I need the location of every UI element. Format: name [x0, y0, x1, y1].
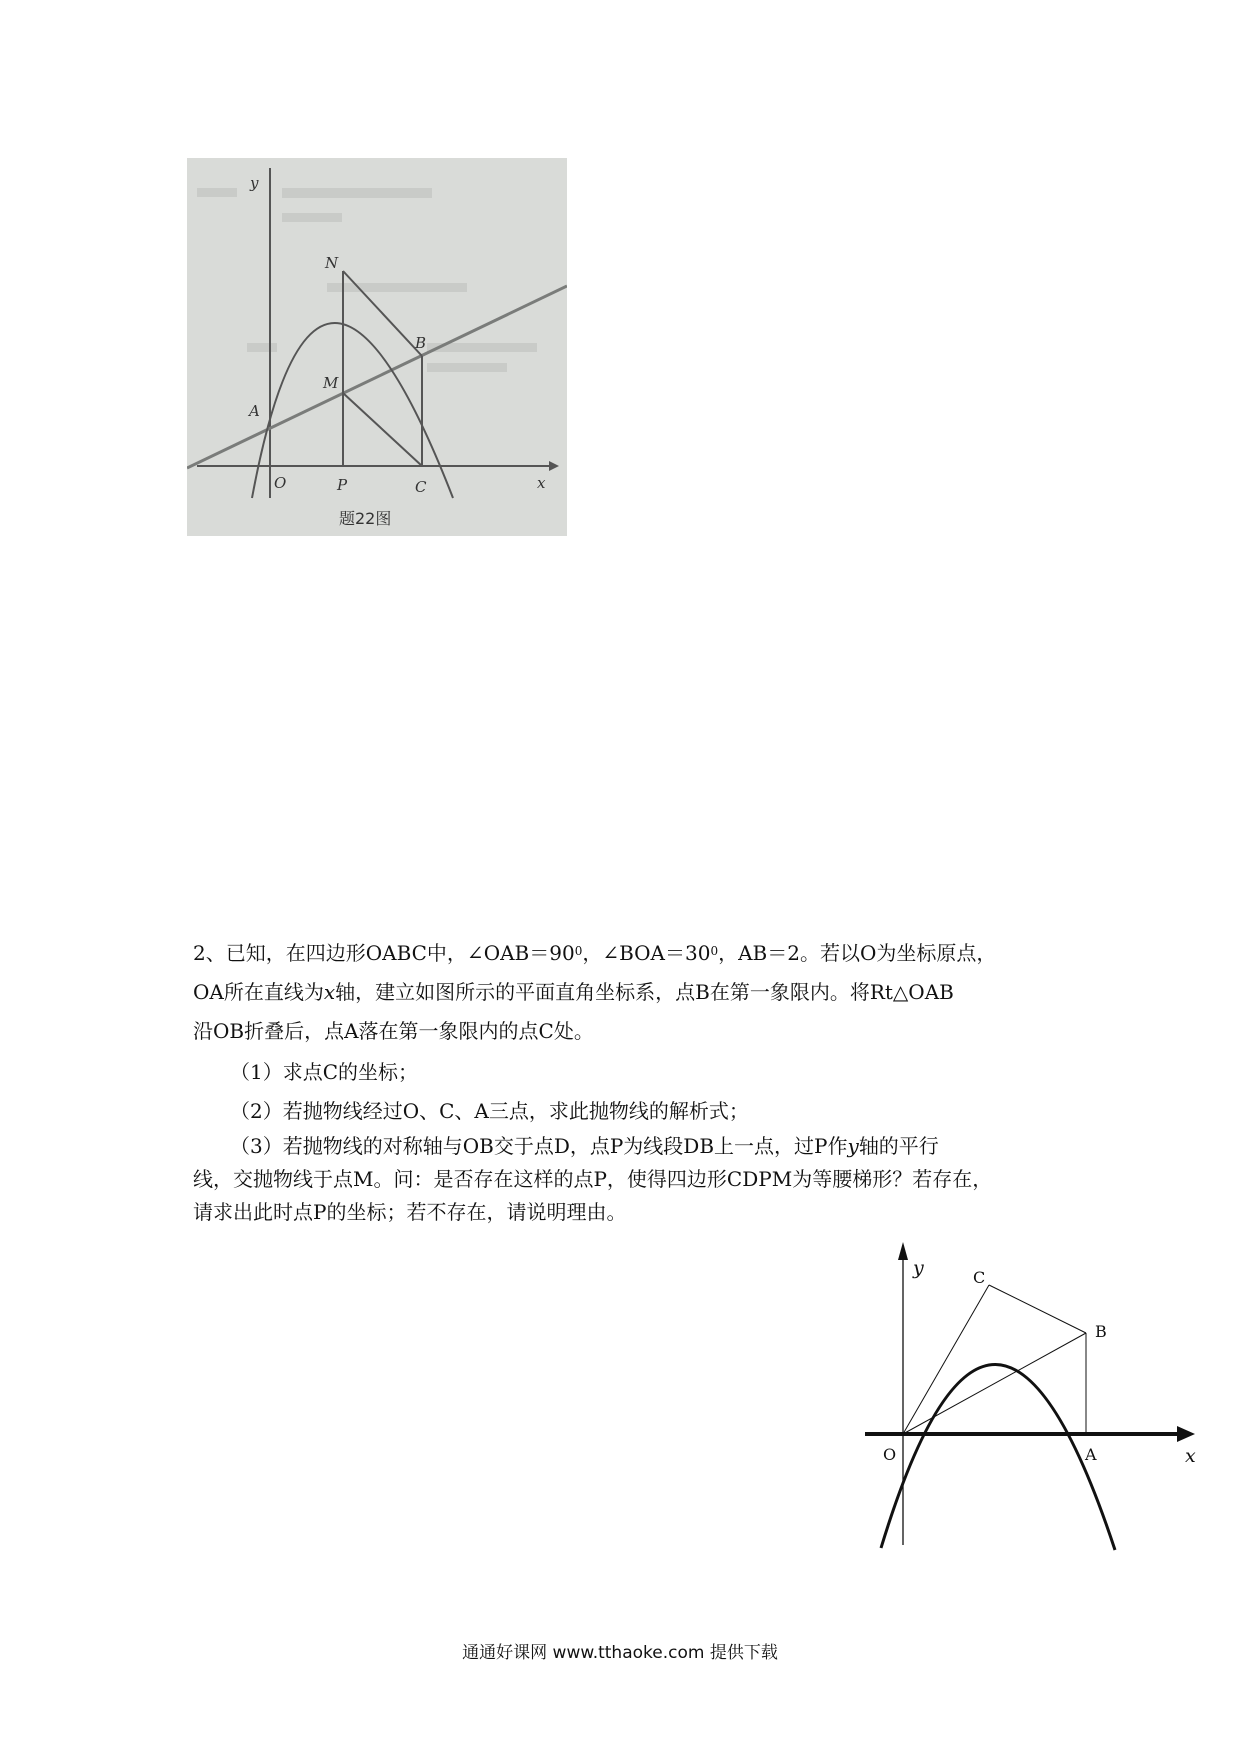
question-3-text-b: 轴的平行 — [858, 1134, 939, 1158]
figure-2-x-arrow — [1177, 1426, 1195, 1442]
degree-mark-2: 0 — [710, 944, 719, 958]
question-3-text-a: （3）若抛物线的对称轴与OB交于点D，点P为线段DB上一点，过P作 — [230, 1134, 848, 1158]
page-footer: 通通好课网 www.tthaoke.com 提供下载 — [462, 1643, 778, 1663]
figure-1-caption: 题22图 — [339, 509, 392, 528]
problem-2-line-3: 沿OB折叠后，点A落在第一象限内的点C处。 — [193, 1019, 594, 1043]
figure-1-label-m: M — [323, 374, 339, 392]
question-3-line-2: 线，交抛物线于点M。问：是否存在这样的点P，使得四边形CDPM为等腰梯形？若存在， — [193, 1167, 993, 1191]
problem-2-text-2a: OA所在直线为 — [193, 980, 324, 1004]
problem-2-text-1c: ，AB＝2。若以O为坐标原点， — [718, 941, 997, 965]
variable-x: x — [323, 980, 336, 1004]
figure-1-label-y: y — [250, 174, 259, 192]
question-3-line-3: 请求出此时点P的坐标；若不存在，请说明理由。 — [193, 1200, 627, 1224]
figure-2-label-o: O — [883, 1445, 897, 1464]
problem-2-line-1 — [193, 940, 996, 966]
question-3-line-1 — [230, 1133, 939, 1159]
question-1: （1）求点C的坐标； — [230, 1060, 419, 1084]
figure-1-x-arrow — [549, 461, 559, 471]
figure-2-label-x: x — [1185, 1445, 1196, 1467]
figure-1-label-p: P — [337, 476, 348, 494]
problem-2-line-2 — [193, 979, 954, 1005]
problem-2-text-2b: 轴，建立如图所示的平面直角坐标系，点B在第一象限内。将Rt△OAB — [335, 980, 954, 1004]
problem-2-text-1b: ，∠BOA＝30 — [582, 941, 711, 965]
problem-1-figure-photo — [187, 158, 567, 536]
figure-1-label-a: A — [249, 402, 260, 420]
problem-2-text-1a: 2、已知，在四边形OABC中，∠OAB＝90 — [193, 941, 575, 965]
figure-1-label-o: O — [274, 474, 287, 492]
figure-1-label-x: x — [537, 474, 546, 492]
figure-2-label-c: C — [973, 1268, 986, 1287]
figure-1-line-ab — [187, 286, 567, 468]
figure-2-y-arrow — [898, 1242, 908, 1260]
figure-2-label-y: y — [913, 1257, 924, 1279]
figure-1-segment-mc — [343, 393, 422, 466]
figure-2-label-a: A — [1085, 1445, 1097, 1464]
variable-y: y — [847, 1134, 859, 1158]
background-text-smudges — [197, 188, 537, 372]
figure-2-label-b: B — [1095, 1322, 1107, 1341]
degree-mark-1: 0 — [574, 944, 583, 958]
figure-2-diagram — [865, 1240, 1210, 1570]
figure-1-diagram — [187, 158, 567, 536]
figure-1-label-n: N — [325, 254, 339, 272]
figure-1-label-b: B — [415, 334, 427, 352]
figure-2-parabola — [881, 1364, 1115, 1550]
question-2: （2）若抛物线经过O、C、A三点，求此抛物线的解析式； — [230, 1099, 749, 1123]
problem-2-figure — [865, 1240, 1210, 1570]
figure-1-label-c: C — [415, 478, 427, 496]
figure-2-segment-oc — [903, 1285, 989, 1434]
figure-2-segment-cb — [989, 1285, 1086, 1333]
